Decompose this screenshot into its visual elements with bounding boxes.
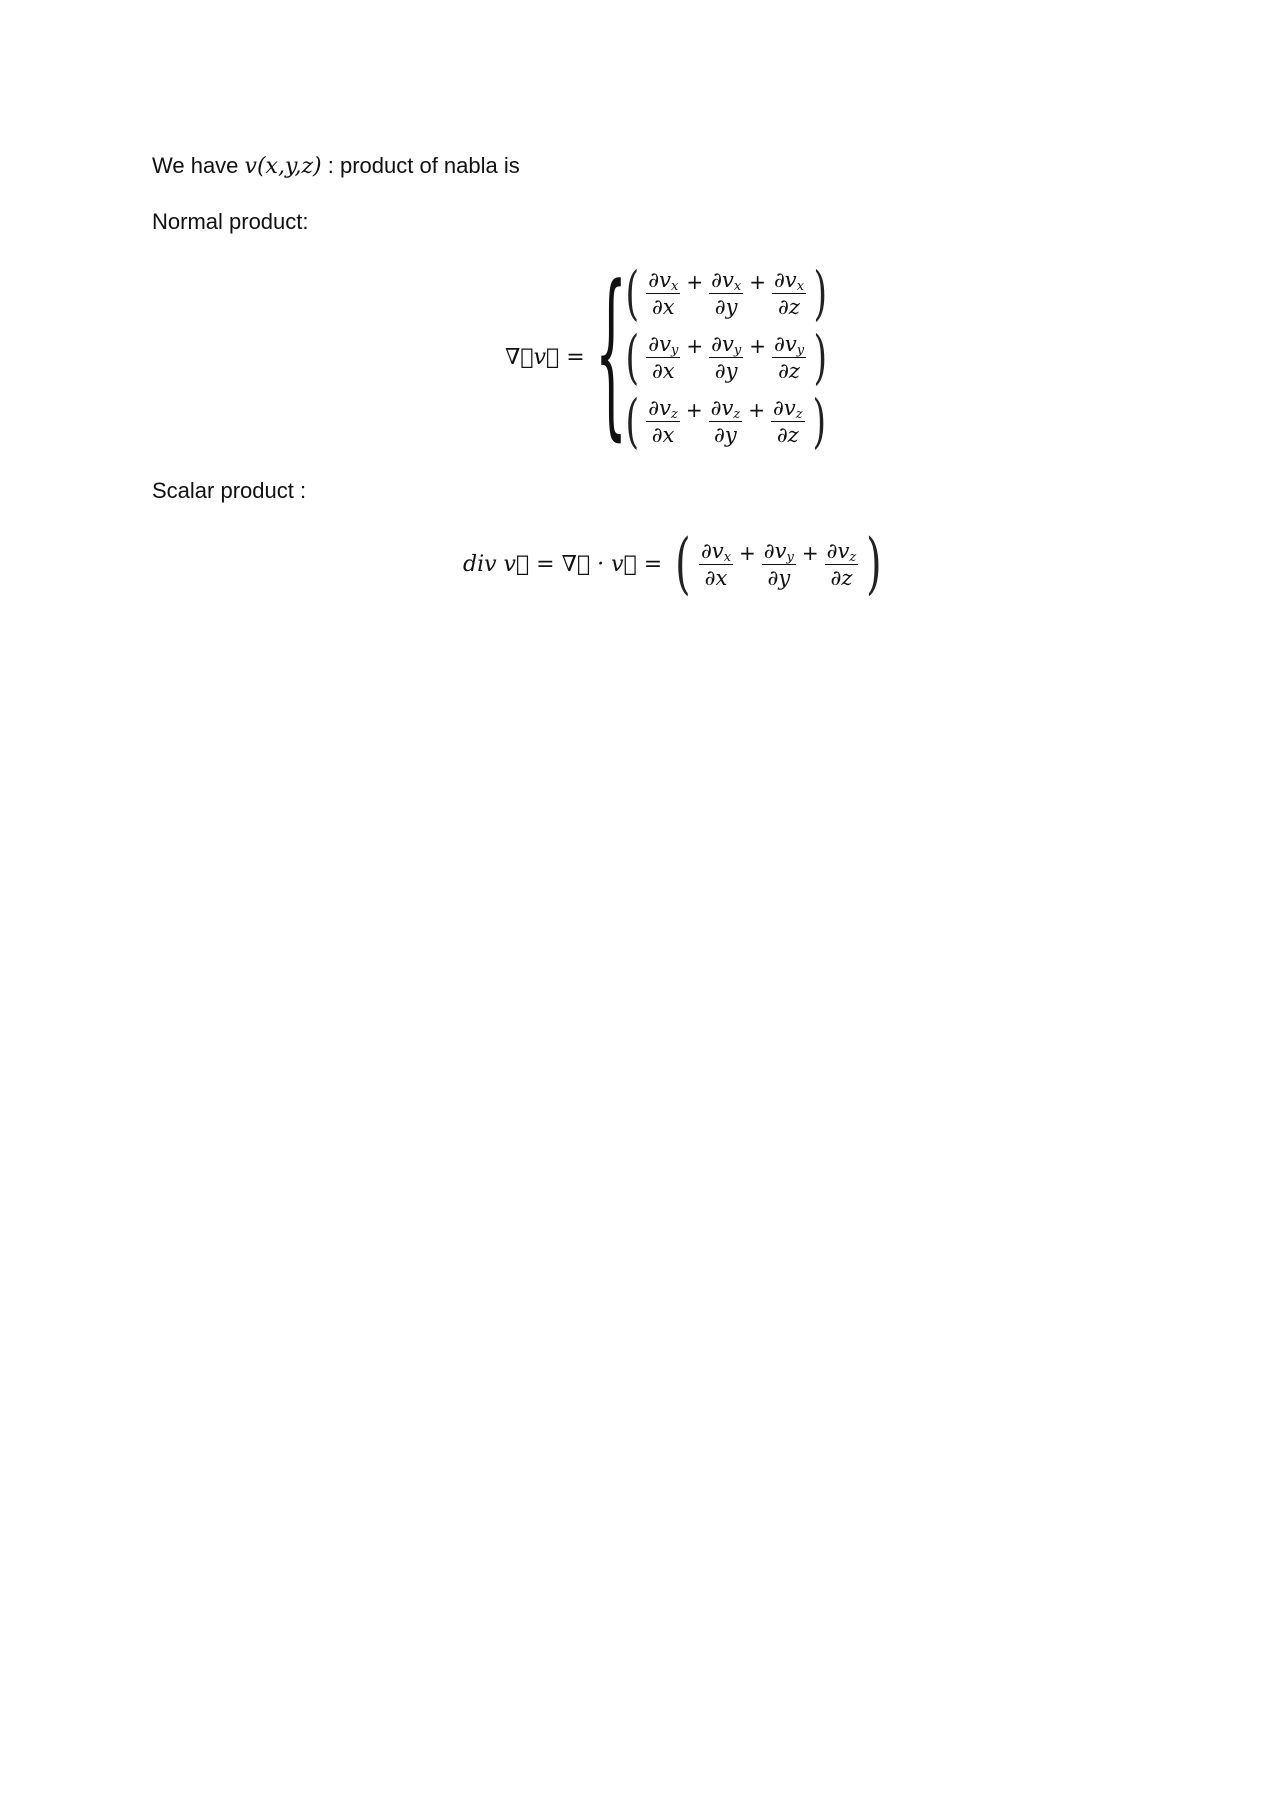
plus-sign: +: [749, 270, 766, 294]
fraction: $\frac{\partial v_y}{\partial x}$: [648, 331, 679, 383]
intro-prefix: We have: [152, 153, 245, 178]
open-paren: (: [625, 259, 639, 327]
normal-product-equation: [505, 248, 832, 457]
close-paren: ): [866, 525, 882, 602]
fraction: $\frac{\partial v_x}{\partial x}$: [648, 267, 679, 319]
fraction: $\frac{\partial v_z}{\partial z}$: [772, 395, 803, 447]
open-paren: (: [625, 387, 639, 455]
close-paren: ): [813, 259, 828, 327]
normal-product-heading: Normal product:: [152, 209, 309, 234]
plus-sign: +: [739, 541, 756, 565]
equation-row-x: [621, 261, 832, 325]
scalar-equation-lhs: div v⃗ = ∇⃗ · v⃗ =: [463, 551, 663, 577]
intro-suffix: : product of nabla is: [321, 153, 520, 178]
fraction: $\frac{\partial v_x}{\partial z}$: [773, 267, 805, 319]
plus-sign: +: [749, 334, 766, 358]
fraction: $\frac{\partial v_y}{\partial y}$: [711, 331, 742, 383]
intro-math: v(x,y,z): [244, 154, 322, 179]
equation-row-y: [621, 325, 832, 389]
fraction: $\frac{\partial v_y}{\partial y}$: [763, 538, 794, 590]
equation-rows: [621, 261, 832, 453]
normal-equation-lhs: ∇⃗v⃗ =: [505, 344, 585, 370]
equation-row-z: [621, 389, 832, 453]
fraction: $\frac{\partial v_x}{\partial y}$: [711, 267, 742, 319]
scalar-product-heading: Scalar product :: [152, 478, 307, 503]
close-paren: ): [813, 323, 828, 391]
fraction: $\frac{\partial v_z}{\partial x}$: [648, 395, 678, 447]
scalar-product-equation: [463, 525, 887, 602]
fraction: $\frac{\partial v_z}{\partial y}$: [710, 395, 741, 447]
open-paren: (: [675, 525, 691, 602]
intro-line: [152, 152, 520, 181]
plus-sign: +: [748, 398, 765, 422]
open-paren: (: [625, 323, 639, 391]
plus-sign: +: [801, 541, 819, 565]
fraction: $\frac{\partial v_x}{\partial x}$: [700, 538, 732, 590]
left-brace: {: [594, 248, 627, 457]
fraction: $\frac{\partial v_y}{\partial z}$: [773, 331, 805, 383]
close-paren: ): [812, 387, 826, 455]
plus-sign: +: [686, 334, 704, 358]
fraction: $\frac{\partial v_z}{\partial z}$: [826, 538, 857, 590]
plus-sign: +: [685, 398, 703, 422]
plus-sign: +: [686, 270, 704, 294]
